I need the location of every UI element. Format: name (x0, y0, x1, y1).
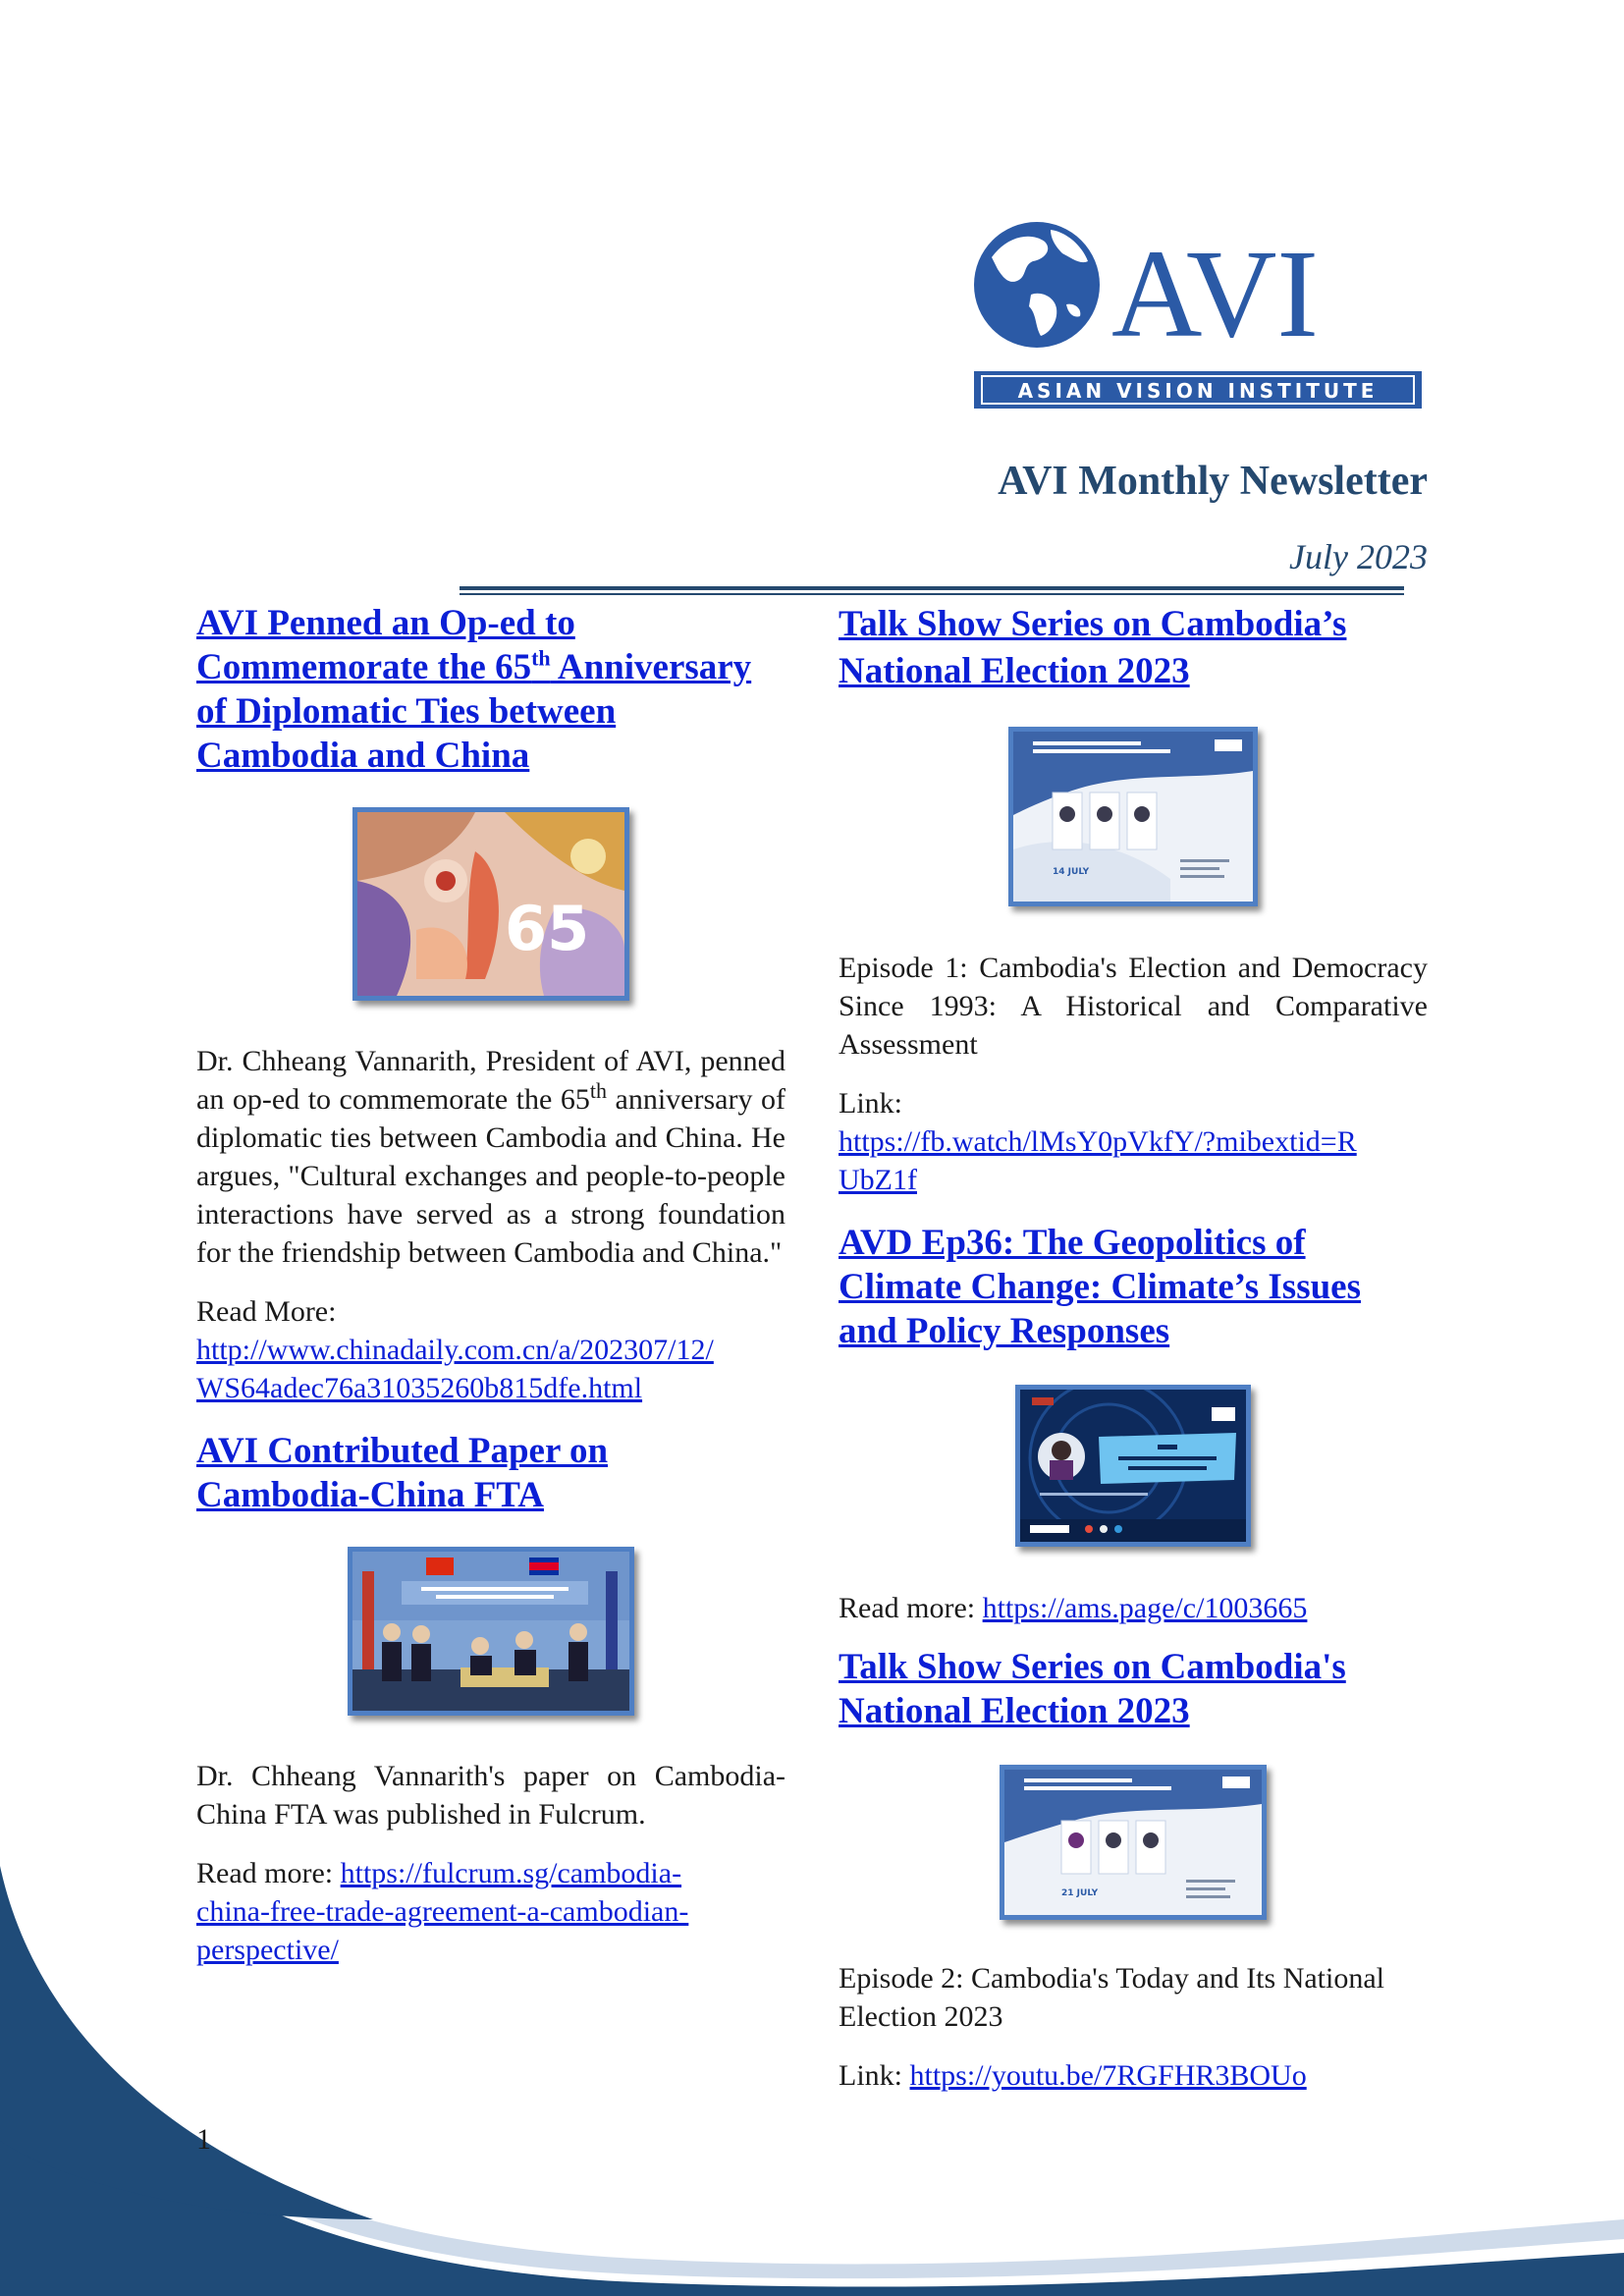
fta-readmore: Read more: https://fulcrum.sg/cambodia- china-free-trade-agreement-a-cambodian- perspective/ (196, 1857, 689, 1966)
oped-title-link[interactable]: AVI Penned an Op-ed to Commemorate the 65th Anniversary of Diplomatic Ties between Cambodia and China (196, 603, 752, 776)
talkshow-1-image-date: 14 JULY (1053, 867, 1090, 877)
avi-logo (972, 206, 1429, 412)
avd-title-link[interactable]: AVD Ep36: The Geopolitics of Climate Change: Climate’s Issues and Policy Responses (839, 1223, 1362, 1351)
logo-wordmark: AVI (1111, 224, 1319, 363)
oped-thumbnail[interactable] (352, 807, 629, 1001)
oped-readmore: Read More: http://www.chinadaily.com.cn/a/202307/12/ WS64adec76a31035260b815dfe.html (196, 1295, 714, 1404)
talkshow-2-image-date: 21 JULY (1061, 1888, 1099, 1898)
avd-link[interactable]: https://ams.page/c/1003665 (982, 1592, 1308, 1624)
talkshow-1-link[interactable]: https://fb.watch/lMsY0pVkfY/?mibextid=R UbZ1f (839, 1125, 1357, 1196)
article-title-fta (196, 1429, 785, 1517)
talkshow-2-link-block: Link: https://youtu.be/7RGFHR3BOUo (839, 2059, 1307, 2092)
talkshow-1-thumbnail[interactable] (1008, 727, 1258, 906)
oped-body: Dr. Chheang Vannarith, President of AVI, penned an op-ed to commemorate the 65th anniversary of diplomatic ties between Cambodia and China. He argues, "Cultural exchanges and people-to-people interactions have served as a strong foundation for the friendship between Cambodia and China." (196, 1045, 785, 1269)
talkshow-2-thumbnail[interactable] (1000, 1765, 1267, 1920)
newsletter-title: AVI Monthly Newsletter (998, 459, 1428, 504)
article-title-talkshow-2 (839, 1645, 1428, 1733)
fta-thumbnail[interactable] (348, 1547, 634, 1716)
avd-thumbnail[interactable] (1015, 1385, 1251, 1547)
left-column (196, 601, 785, 1969)
header-divider (460, 586, 1404, 590)
page-number: 1 (196, 2123, 211, 2156)
fta-body: Dr. Chheang Vannarith's paper on Cambodia-China FTA was published in Fulcrum. (196, 1760, 785, 1831)
oped-link[interactable]: http://www.chinadaily.com.cn/a/202307/12/ WS64adec76a31035260b815dfe.html (196, 1334, 714, 1404)
header-divider-thin (460, 593, 1404, 595)
avd-readmore: Read more: https://ams.page/c/1003665 (839, 1592, 1308, 1624)
newsletter-date: July 2023 (1289, 537, 1428, 576)
talkshow-2-link[interactable]: https://youtu.be/7RGFHR3BOUo (909, 2059, 1307, 2092)
right-column (839, 601, 1428, 2095)
fta-title-link[interactable]: AVI Contributed Paper on Cambodia-China FTA (196, 1431, 609, 1515)
talkshow-1-link-block: Link: https://fb.watch/lMsY0pVkfY/?mibextid=R UbZ1f (839, 1087, 1357, 1196)
oped-image-65: 65 (505, 893, 590, 964)
article-title-talkshow-1 (839, 601, 1428, 695)
article-title-avd (839, 1221, 1428, 1353)
talkshow-1-body: Episode 1: Cambodia's Election and Democracy Since 1993: A Historical and Comparative Assessment (839, 952, 1428, 1061)
logo-subtitle: ASIAN VISION INSTITUTE (1017, 379, 1379, 403)
article-title-oped (196, 601, 785, 778)
fta-link[interactable]: https://fulcrum.sg/cambodia- china-free-trade-agreement-a-cambodian- perspective/ (196, 1857, 689, 1966)
talkshow-2-title-link[interactable]: Talk Show Series on Cambodia's National Election 2023 (839, 1647, 1346, 1731)
talkshow-1-title-link[interactable]: Talk Show Series on Cambodia’s National Election 2023 (839, 604, 1347, 691)
talkshow-2-body: Episode 2: Cambodia's Today and Its National Election 2023 (839, 1962, 1384, 2033)
